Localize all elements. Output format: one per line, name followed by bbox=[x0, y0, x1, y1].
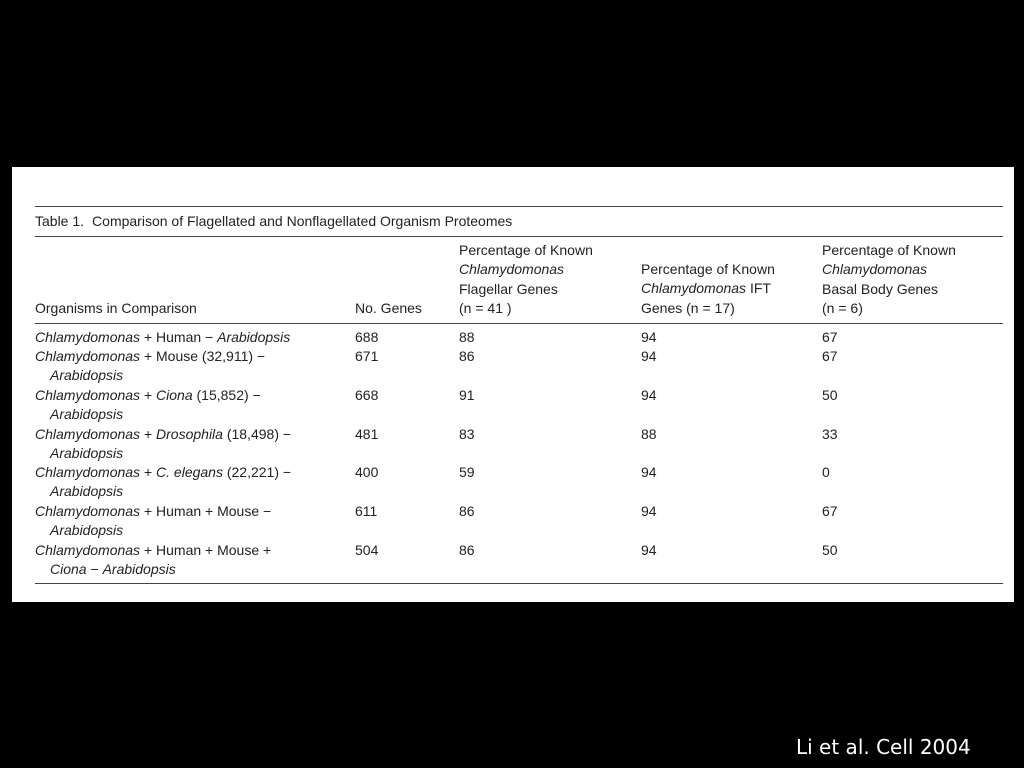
table-row-4-organisms: Chlamydomonas + Drosophila (18,498) − Arabidopsis bbox=[35, 426, 292, 462]
table-row-6-flagellar: 86 bbox=[459, 503, 475, 519]
table-row-3-organisms: Chlamydomonas + Ciona (15,852) − Arabidopsis bbox=[35, 387, 261, 423]
table-row-2-organisms: Chlamydomonas + Mouse (32,911) − Arabidopsis bbox=[35, 348, 266, 384]
table-row-6-genes: 611 bbox=[355, 503, 378, 519]
table-row-4-genes: 481 bbox=[355, 426, 379, 442]
table-row-7-ift: 94 bbox=[641, 542, 657, 558]
table-row-6-basal: 67 bbox=[822, 503, 838, 519]
table-row-4-basal: 33 bbox=[822, 426, 838, 442]
table-row-3-ift: 94 bbox=[641, 387, 657, 403]
table-panel bbox=[12, 167, 1014, 602]
header-ift: Percentage of Known Chlamydomonas IFT Genes (n = 17) bbox=[641, 261, 775, 316]
table-row-1-organisms: Chlamydomonas + Human − Arabidopsis bbox=[35, 329, 291, 345]
table-row-2-basal: 67 bbox=[822, 348, 838, 364]
header-rule bbox=[35, 323, 1003, 324]
table-row-7-organisms: Chlamydomonas + Human + Mouse + Ciona − Arabidopsis bbox=[35, 542, 272, 578]
table-row-3-basal: 50 bbox=[822, 387, 838, 403]
table-row-7-flagellar: 86 bbox=[459, 542, 475, 558]
table-row-2-flagellar: 86 bbox=[459, 348, 475, 364]
caption-rule bbox=[35, 236, 1003, 237]
header-flagellar: Percentage of Known Chlamydomonas Flagellar Genes (n = 41 ) bbox=[459, 242, 593, 316]
table-row-2-genes: 671 bbox=[355, 348, 379, 364]
table-row-1-flagellar: 88 bbox=[459, 329, 475, 345]
table-row-5-genes: 400 bbox=[355, 464, 379, 480]
citation: Li et al. Cell 2004 bbox=[796, 735, 971, 759]
table-row-6-ift: 94 bbox=[641, 503, 657, 519]
table-row-5-organisms: Chlamydomonas + C. elegans (22,221) − Arabidopsis bbox=[35, 464, 292, 500]
table-row-1-basal: 67 bbox=[822, 329, 838, 345]
table-row-3-genes: 668 bbox=[355, 387, 379, 403]
table-row-2-ift: 94 bbox=[641, 348, 657, 364]
table-row-7-basal: 50 bbox=[822, 542, 838, 558]
table-row-7-genes: 504 bbox=[355, 542, 379, 558]
header-organisms: Organisms in Comparison bbox=[35, 300, 197, 316]
table-caption bbox=[35, 213, 512, 229]
table-row-5-ift: 94 bbox=[641, 464, 657, 480]
table-row-4-flagellar: 83 bbox=[459, 426, 475, 442]
table-row-4-ift: 88 bbox=[641, 426, 657, 442]
bottom-rule bbox=[35, 583, 1003, 584]
top-rule bbox=[35, 206, 1003, 207]
table-label: Table 1. bbox=[35, 213, 85, 229]
table-row-3-flagellar: 91 bbox=[459, 387, 475, 403]
table-row-1-genes: 688 bbox=[355, 329, 379, 345]
table-row-1-ift: 94 bbox=[641, 329, 657, 345]
header-no-genes: No. Genes bbox=[355, 300, 422, 316]
header-basal-body: Percentage of Known Chlamydomonas Basal Body Genes (n = 6) bbox=[822, 242, 956, 316]
table-row-6-organisms: Chlamydomonas + Human + Mouse − Arabidopsis bbox=[35, 503, 272, 539]
table-title: Comparison of Flagellated and Nonflagellated Organism Proteomes bbox=[92, 213, 513, 229]
table-row-5-basal: 0 bbox=[822, 464, 830, 480]
table-row-5-flagellar: 59 bbox=[459, 464, 475, 480]
